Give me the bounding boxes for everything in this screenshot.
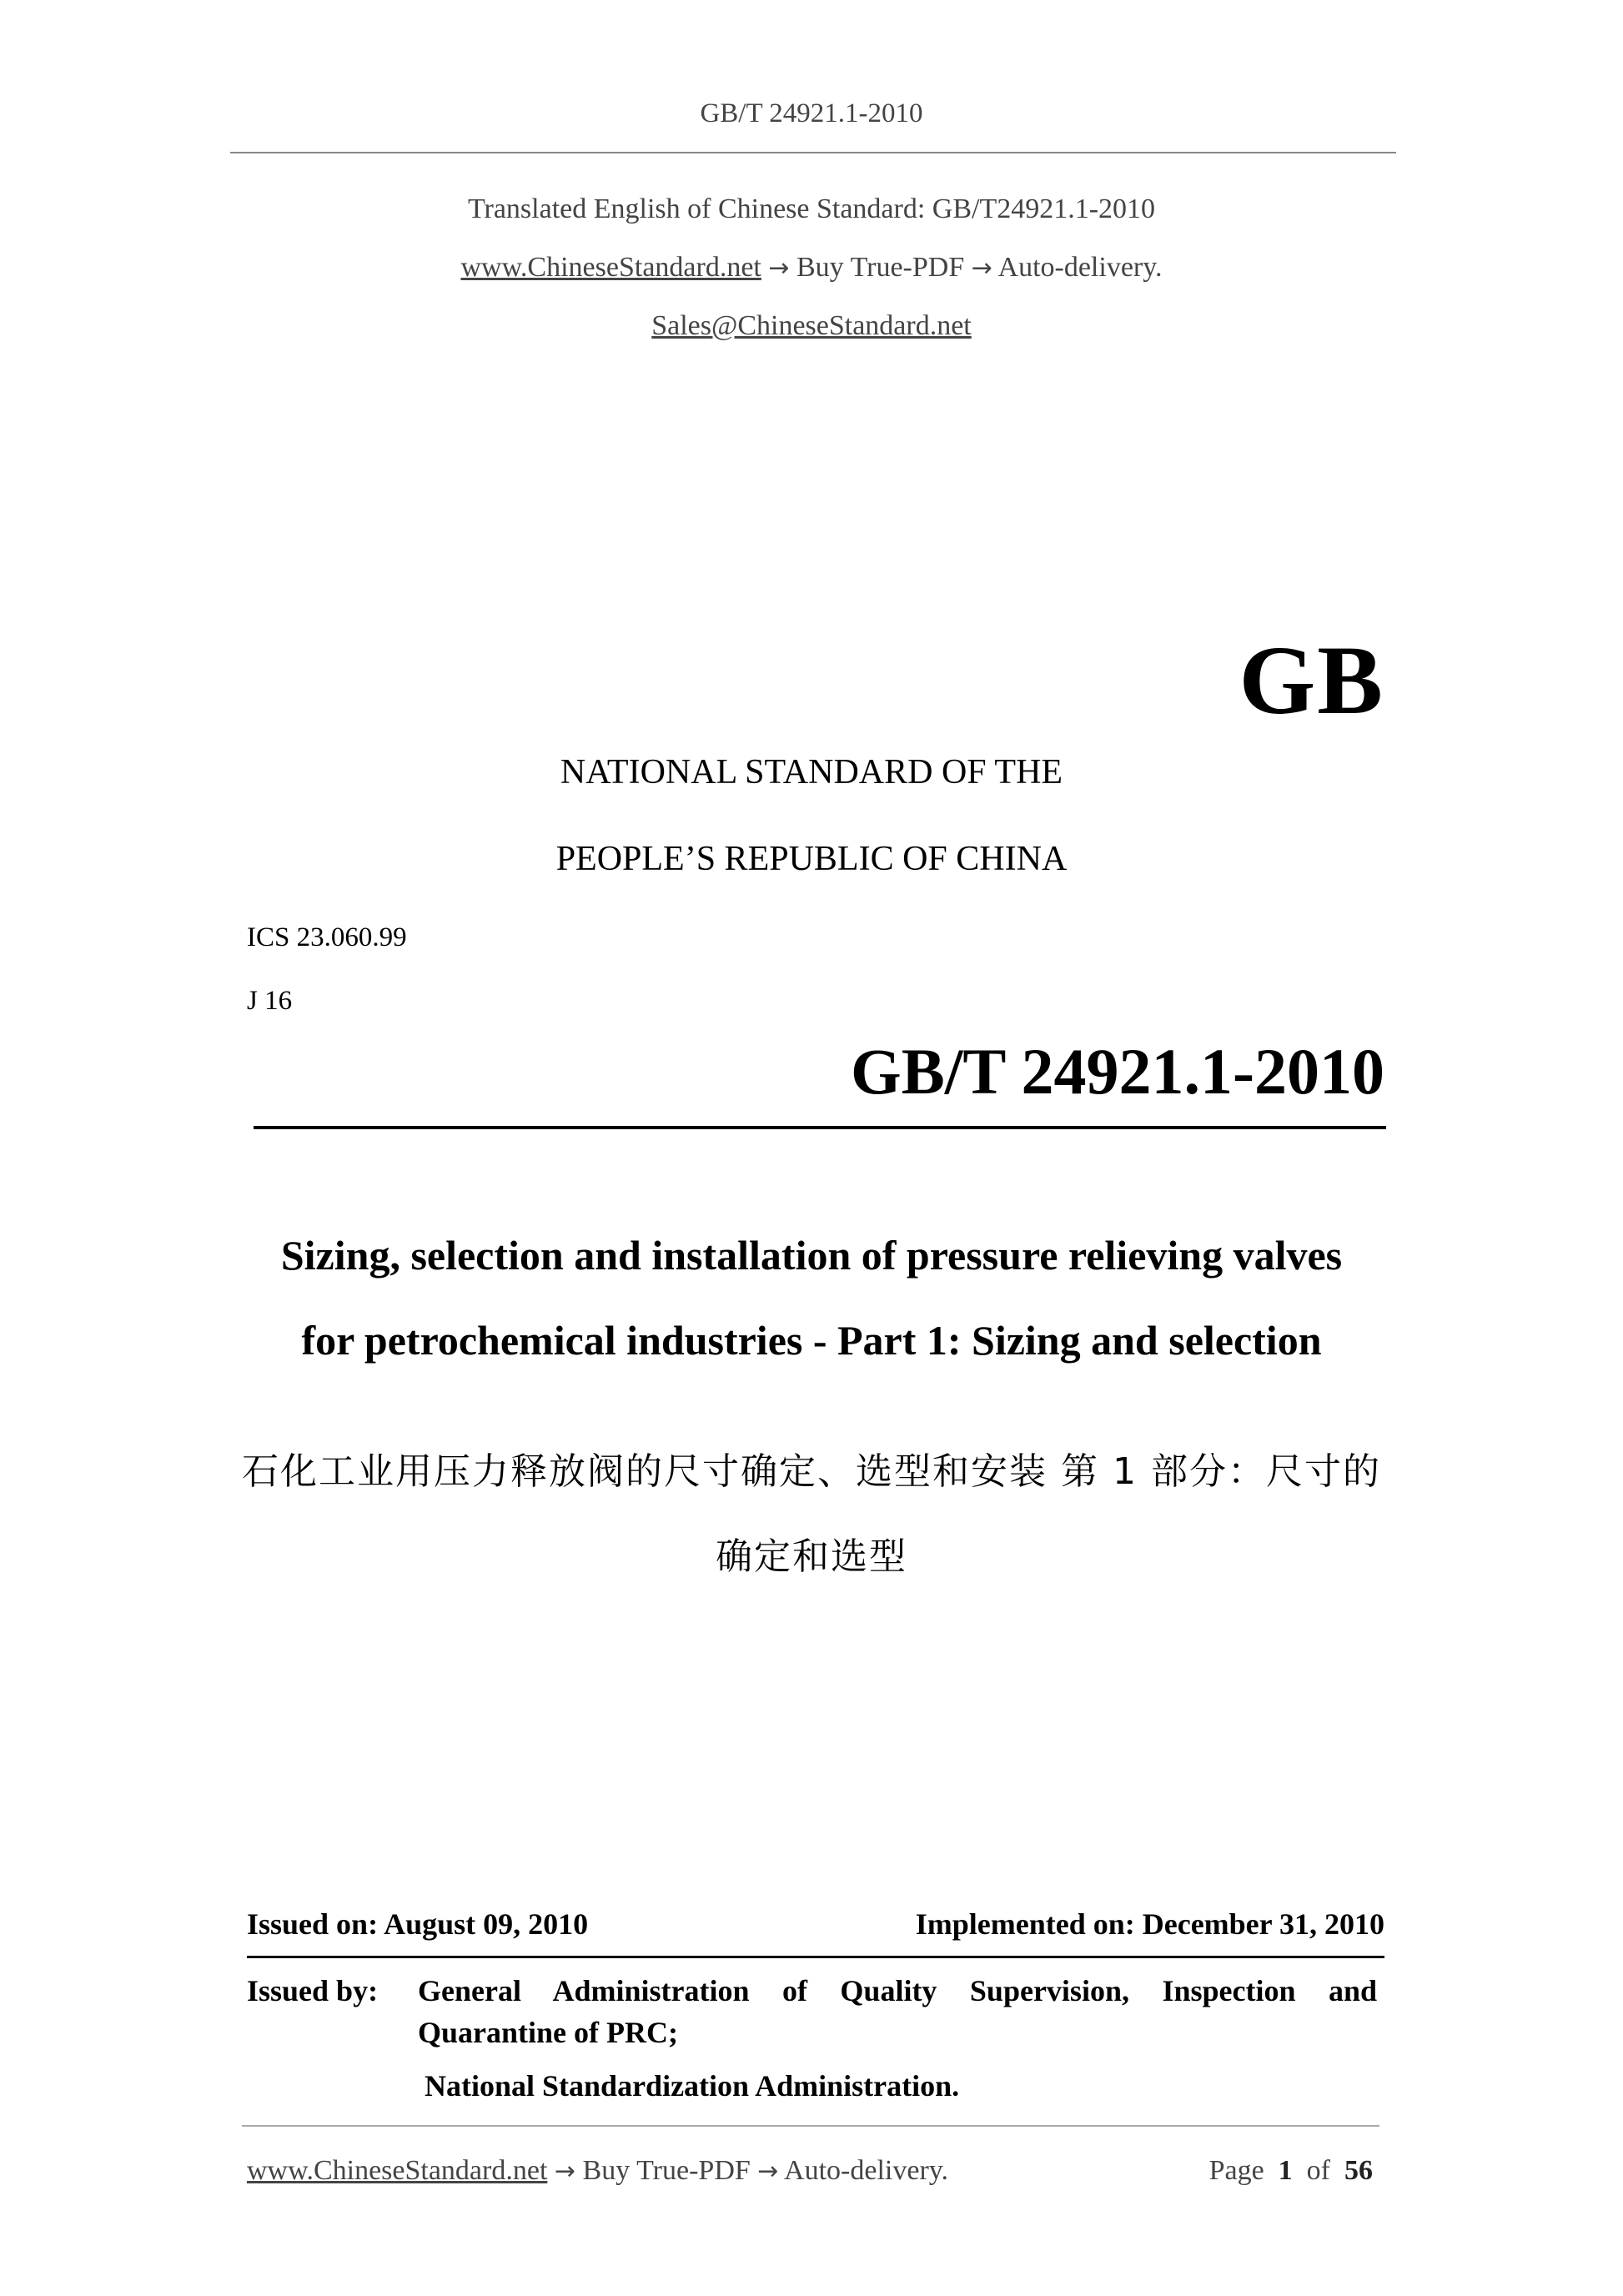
footer-divider <box>242 2125 1379 2127</box>
purchase-line <box>0 252 1623 284</box>
title-en-line-2: for petrochemical industries - Part 1: Sizing and selection <box>301 1317 1322 1364</box>
issued-on-date: Issued on: August 09, 2010 <box>247 1907 589 1941</box>
national-standard-line-2: PEOPLE’S REPUBLIC OF CHINA <box>555 840 1068 878</box>
national-standard-line-1: NATIONAL STANDARD OF THE <box>560 753 1063 791</box>
arrow-right-icon: → <box>971 254 992 283</box>
page-current: 1 <box>1278 2155 1293 2186</box>
delivery-text: Auto-delivery. <box>997 252 1163 283</box>
footer-purchase-line <box>247 2155 948 2187</box>
issued-by-label: Issued by: <box>247 1974 379 2007</box>
ccs-code: J 16 <box>247 986 293 1016</box>
title-zh-line-1: 石化工业用压力释放阀的尺寸确定、选型和安装 第 1 部分：尺寸的 <box>242 1450 1381 1493</box>
title-en-line-1: Sizing, selection and installation of pressure relieving valves <box>280 1232 1343 1279</box>
translation-note-line: Translated English of Chinese Standard: GB/T24921.1-2010 <box>467 193 1156 224</box>
email-link[interactable]: Sales@ChineseStandard.net <box>651 310 972 341</box>
footer-site-link[interactable]: www.ChineseStandard.net <box>247 2155 548 2186</box>
page-indicator <box>1209 2155 1373 2187</box>
site-link[interactable]: www.ChineseStandard.net <box>460 252 761 283</box>
issued-by-block <box>247 1970 1384 2107</box>
header-divider <box>230 152 1396 153</box>
page-word: Page <box>1208 2155 1264 2186</box>
arrow-right-icon: → <box>768 254 790 283</box>
footer-buy-text: Buy True-PDF <box>582 2155 751 2186</box>
arrow-right-icon: → <box>554 2157 576 2186</box>
buy-text: Buy True-PDF <box>796 252 965 283</box>
gb-logo: GB <box>1239 625 1384 735</box>
issuer-1: General Administration of Quality Supervision, Inspection and Quarantine of PRC; <box>418 1974 1377 2049</box>
issuer-2: National Standardization Administration. <box>425 2069 960 2103</box>
title-zh-line-2: 确定和选型 <box>716 1535 907 1578</box>
title-divider <box>254 1126 1386 1129</box>
email-line <box>0 310 1623 342</box>
standard-number: GB/T 24921.1-2010 <box>851 1035 1384 1108</box>
of-word: of <box>1306 2155 1330 2186</box>
issuance-divider <box>247 1956 1384 1958</box>
footer-delivery-text: Auto-delivery. <box>784 2155 949 2186</box>
ics-code: ICS 23.060.99 <box>247 922 407 952</box>
running-header-title: GB/T 24921.1-2010 <box>700 98 923 128</box>
arrow-right-icon: → <box>757 2157 779 2186</box>
issuer-list <box>418 1970 1377 2107</box>
implemented-on-date: Implemented on: December 31, 2010 <box>915 1907 1384 1941</box>
page-total: 56 <box>1344 2155 1373 2186</box>
